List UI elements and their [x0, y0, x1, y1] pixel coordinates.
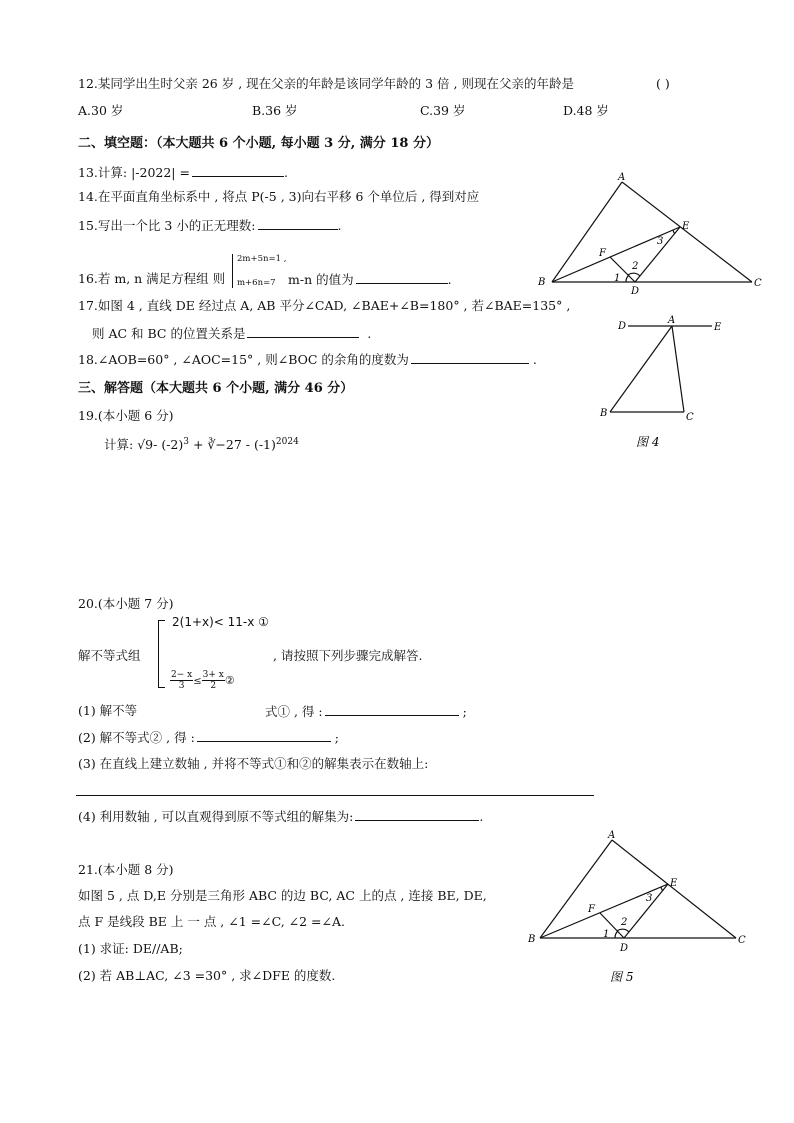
q12-paren-text: ( )	[656, 76, 670, 91]
seg-ac	[612, 840, 736, 938]
q15-end: .	[337, 218, 342, 233]
q21-line1: 如图 5 , 点 D,E 分别是三角形 ABC 的边 BC, AC 上的点 , 连接 BE, DE,	[78, 888, 487, 903]
angle-arc-3	[661, 887, 663, 891]
label-e: E	[682, 221, 690, 232]
section2-title: 二、填空题：（本大题共 6 个小题, 每小题 3 分, 满分 18 分）	[78, 136, 439, 151]
q14-text: 14.在平面直角坐标系中 , 将点 P(-5 , 3)向右平移 6 个单位后 , 得到对应	[78, 189, 480, 204]
q15-answer-blank[interactable]	[258, 217, 338, 230]
q20-ineq2	[170, 670, 235, 691]
q21-head: 21.(本小题 8 分)	[78, 862, 174, 877]
q20-frac2-num: 3+ x	[202, 670, 224, 680]
label-b: B	[528, 934, 536, 945]
q20-frac1-den: 3	[178, 681, 185, 691]
label-e: E	[714, 322, 722, 333]
q20-brace	[158, 620, 165, 688]
label-e: E	[670, 878, 678, 889]
q20-frac2	[202, 670, 225, 691]
q20-step4-text: (4) 利用数轴 , 可以直观得到原不等式组的解集为:	[78, 809, 354, 824]
angle-arc-1	[615, 931, 618, 938]
figure-4-caption: 图 4	[636, 435, 660, 449]
q21-part1: (1) 求证: DE//AB;	[78, 941, 183, 956]
q20-frac1	[170, 670, 193, 691]
q20-step1-semi: ;	[462, 704, 467, 719]
q12-stem	[78, 76, 574, 92]
q17-answer-blank[interactable]	[247, 325, 359, 338]
q18	[78, 351, 537, 368]
q14	[78, 189, 540, 205]
q16-end: .	[447, 272, 452, 287]
q12-option-a: A.30 岁	[78, 103, 124, 118]
q19-head: 19.(本小题 6 分)	[78, 408, 174, 423]
q20-step2-text: (2) 解不等式② , 得 :	[78, 730, 195, 745]
q20-step4-blank[interactable]	[355, 808, 479, 821]
label-angle-3: 3	[646, 893, 653, 904]
q12-option-b: B.36 岁	[252, 103, 298, 118]
label-f: F	[599, 248, 606, 259]
q20-step2	[78, 729, 339, 746]
q20-step2-semi: ;	[334, 730, 339, 745]
q19-cbrt: ∛−27	[207, 437, 242, 453]
q20-head: 20.(本小题 7 分)	[78, 596, 174, 611]
q12-answer-paren	[656, 76, 670, 92]
section3-title: 三、解答题（本大题共 6 个小题, 满分 46 分）	[78, 381, 354, 396]
q16-eq1: 2m+5n=1 ,	[237, 254, 287, 264]
label-c: C	[738, 935, 746, 946]
q19-part1: - (-2)	[153, 437, 184, 453]
q20-step1-a: (1) 解不等	[78, 703, 138, 718]
label-d: D	[618, 321, 627, 332]
q20-mark2: ②	[224, 674, 235, 687]
q16-eq2: m+6n=7	[237, 278, 276, 288]
q16-answer-blank[interactable]	[356, 271, 448, 284]
q20-step4-dot: .	[479, 809, 484, 824]
q20-step3: (3) 在直线上建立数轴 , 并将不等式①和②的解集表示在数轴上:	[78, 756, 429, 771]
q21-line2: 点 F 是线段 BE 上 一 点 , ∠1 =∠C, ∠2 =∠A.	[78, 914, 346, 929]
q18-answer-blank[interactable]	[411, 351, 529, 364]
seg-ac	[672, 326, 684, 412]
q19-plus: +	[189, 437, 208, 453]
angle-arc-1	[626, 275, 629, 282]
q16-tail	[288, 271, 452, 288]
q19-expression	[104, 434, 299, 453]
label-f: F	[588, 904, 595, 915]
angle-arc-2	[617, 929, 629, 932]
label-c: C	[686, 412, 694, 423]
label-a: A	[618, 172, 626, 183]
q19-calc-label: 计算:	[104, 437, 134, 453]
angle-arc-3	[673, 230, 675, 234]
label-a: A	[608, 830, 616, 841]
q13-text: 13.计算: |-2022| =	[78, 165, 190, 180]
q17-end: .	[367, 326, 372, 341]
q13	[78, 164, 288, 181]
q20-step1-b	[265, 703, 467, 720]
label-a: A	[668, 315, 676, 326]
label-d: D	[631, 286, 640, 297]
q17-line2-text: 则 AC 和 BC 的位置关系是	[92, 326, 246, 341]
q12-stem-text: 12.某同学出生时父亲 26 岁 , 现在父亲的年龄是该同学年龄的 3 倍 , 则现在父亲的年龄是	[78, 76, 574, 91]
q21-part2: (2) 若 AB⊥AC, ∠3 =30° , 求∠DFE 的度数.	[78, 968, 336, 983]
q20-number-line-area[interactable]	[76, 795, 594, 796]
label-angle-1: 1	[614, 273, 621, 284]
q17-line1: 17.如图 4 , 直线 DE 经过点 A, AB 平分∠CAD, ∠BAE+∠B=180° , 若∠BAE=135° ,	[78, 298, 571, 313]
q16-prefix: 16.若 m, n 满足方程组 则	[78, 271, 226, 286]
q20-step1-blank[interactable]	[325, 703, 459, 716]
label-c: C	[754, 278, 762, 289]
q20-le: ≤	[193, 676, 202, 687]
q18-end: .	[532, 352, 537, 367]
q20-step4	[78, 808, 483, 825]
q13-answer-blank[interactable]	[192, 164, 284, 177]
q12-option-d: D.48 岁	[563, 103, 609, 118]
q19-exp2024: 2024	[275, 437, 299, 447]
label-b: B	[600, 408, 608, 419]
q19-part3: - (-1)	[241, 437, 276, 453]
q19-exp3: 3	[183, 437, 189, 447]
q15	[78, 217, 341, 234]
q13-end: .	[283, 165, 288, 180]
figure-5-caption: 图 5	[610, 970, 634, 984]
triangle-figure-top	[530, 170, 770, 300]
label-d: D	[620, 943, 629, 954]
figure-4	[600, 314, 726, 454]
label-angle-2: 2	[621, 917, 628, 928]
q20-step2-blank[interactable]	[197, 729, 331, 742]
angle-arc-2	[628, 273, 640, 276]
q15-text: 15.写出一个比 3 小的正无理数:	[78, 218, 256, 233]
q16-suffix: m-n 的值为	[288, 272, 354, 287]
label-angle-2: 2	[632, 261, 639, 272]
label-b: B	[538, 277, 546, 288]
q20-instruction: , 请按照下列步骤完成解答.	[273, 648, 423, 663]
q19-sqrt9: √9	[137, 437, 154, 453]
label-angle-3: 3	[657, 236, 664, 247]
q20-frac2-den: 2	[210, 681, 217, 691]
q20-step1-b-text: 式① , 得 :	[265, 704, 323, 719]
seg-ac	[622, 182, 752, 282]
q20-label: 解不等式组	[78, 648, 141, 663]
q17-line2	[92, 325, 371, 342]
label-angle-1: 1	[603, 929, 610, 940]
figure-5	[522, 832, 762, 992]
q18-text: 18.∠AOB=60° , ∠AOC=15° , 则∠BOC 的余角的度数为	[78, 352, 409, 367]
q20-ineq1: 2(1+x)< 11-x ①	[172, 615, 269, 629]
q20-frac1-num: 2− x	[171, 670, 193, 680]
seg-ab	[610, 326, 672, 412]
q12-option-c: C.39 岁	[420, 103, 466, 118]
